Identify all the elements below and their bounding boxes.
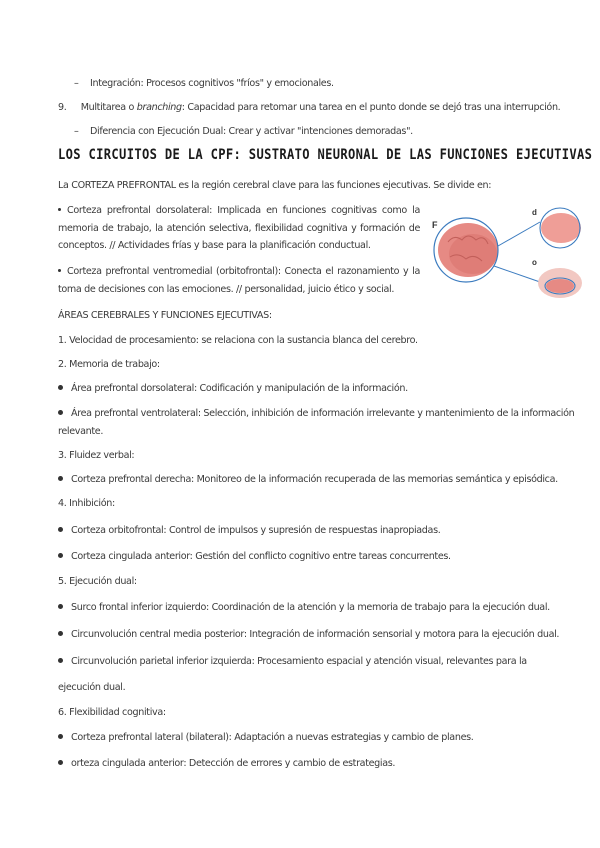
bullet-icon [58,208,61,211]
bullet-icon [58,410,63,415]
figure-label-f: F [432,220,438,230]
item-1: 1. Velocidad de procesamiento: se relaciona con la sustancia blanca del cerebro. [58,335,418,346]
list-line-multitarea [58,101,560,114]
section-title: LOS CIRCUITOS DE LA CPF: SUSTRATO NEURONAL DE LAS FUNCIONES EJECUTIVAS [58,147,593,163]
item-4-bullet-2 [58,550,451,563]
item-5-bullet-3 [58,655,527,668]
bullet-text: Corteza orbitofrontal: Control de impulsos y supresión de respuestas inapropiadas. [71,525,441,536]
item-3-bullet-1 [58,473,558,486]
item-6-bullet-2 [58,757,395,770]
dash-marker: – [74,126,79,137]
bullet-text: Corteza prefrontal lateral (bilateral): Adaptación a nuevas estrategias y cambio de planes. [71,732,474,743]
item-5: 5. Ejecución dual: [58,576,137,587]
bullet-icon [58,385,63,390]
bullet-icon [58,527,63,532]
line-text: Integración: Procesos cognitivos "fríos" y emocionales. [90,78,334,89]
bullet-ventromedial [58,263,420,298]
line-text: : Capacidad para retomar una tarea en el punto donde se dejó tras una interrupción. [181,102,561,113]
item-5-bullet-1 [58,601,550,614]
brain-dorsolateral-icon [541,213,581,243]
bullet-icon [58,476,63,481]
item-2-bullet-1 [58,382,408,395]
dash-marker: – [74,78,79,89]
bullet-icon [58,604,63,609]
intro-paragraph: La CORTEZA PREFRONTAL es la región cerebral clave para las funciones ejecutivas. Se divide en: [58,180,492,191]
bullet-text: Corteza prefrontal dorsolateral: Implicada en funciones cognitivas como la memoria de trabajo, la atención selectiva, flexibilidad cognitiva y formación de conceptos. // Actividades frías y base para la planificación conductual. [58,205,420,251]
bullet-text: Área prefrontal dorsolateral: Codificación y manipulación de la información. [71,383,408,394]
item-6: 6. Flexibilidad cognitiva: [58,707,166,718]
brain-figure [428,202,588,308]
connector-line-o [494,266,540,282]
line-text: Multitarea o [80,102,137,113]
bullet-text: Corteza prefrontal ventromedial (orbitofrontal): Conecta el razonamiento y la toma de decisiones con las emociones. // personalidad, juicio ético y social. [58,266,420,295]
bullet-icon [58,553,63,558]
line-text-emphasis: branching [136,102,182,113]
bullet-text: Corteza cingulada anterior: Gestión del conflicto cognitivo entre tareas concurrentes. [71,551,451,562]
bullet-text: Circunvolución central media posterior: Integración de información sensorial y motora para la ejecución dual. [71,629,560,640]
bullet-icon [58,734,63,739]
bullet-text: Circunvolución parietal inferior izquierda: Procesamiento espacial y atención visual, relevantes para la [71,656,527,667]
item-5-bullet-2 [58,628,559,641]
figure-label-d: d [532,208,537,217]
bullet-text: Corteza prefrontal derecha: Monitoreo de la información recuperada de las memorias semántica y episódica. [71,474,558,485]
bullet-text: orteza cingulada anterior: Detección de errores y cambio de estrategias. [71,758,396,769]
item-2-bullet-2-cont: relevante. [58,426,104,437]
item-4: 4. Inhibición: [58,498,115,509]
line-text: Diferencia con Ejecución Dual: Crear y activar "intenciones demoradas". [90,126,413,137]
bullet-icon [58,760,63,765]
item-5-bullet-3-cont: ejecución dual. [58,682,126,693]
bullet-text: Surco frontal inferior izquierdo: Coordinación de la atención y la memoria de trabajo para la ejecución dual. [71,602,550,613]
item-3: 3. Fluidez verbal: [58,450,135,461]
bullet-icon [58,658,63,663]
connector-line-d [498,222,540,246]
list-line-integracion [74,77,334,90]
item-4-bullet-1 [58,524,440,537]
item-6-bullet-1 [58,731,473,744]
bullet-dorsolateral [58,202,420,255]
item-2-bullet-2 [58,407,574,420]
bullet-icon [58,631,63,636]
list-number: 9. [58,102,67,113]
bullet-icon [58,269,61,272]
list-line-diferencia [74,125,413,138]
bullet-text: Área prefrontal ventrolateral: Selección, inhibición de información irrelevante y mantenimiento de la información [71,408,575,419]
areas-heading: ÁREAS CEREBRALES Y FUNCIONES EJECUTIVAS: [58,310,272,321]
figure-label-o: o [532,258,537,267]
item-2: 2. Memoria de trabajo: [58,359,160,370]
